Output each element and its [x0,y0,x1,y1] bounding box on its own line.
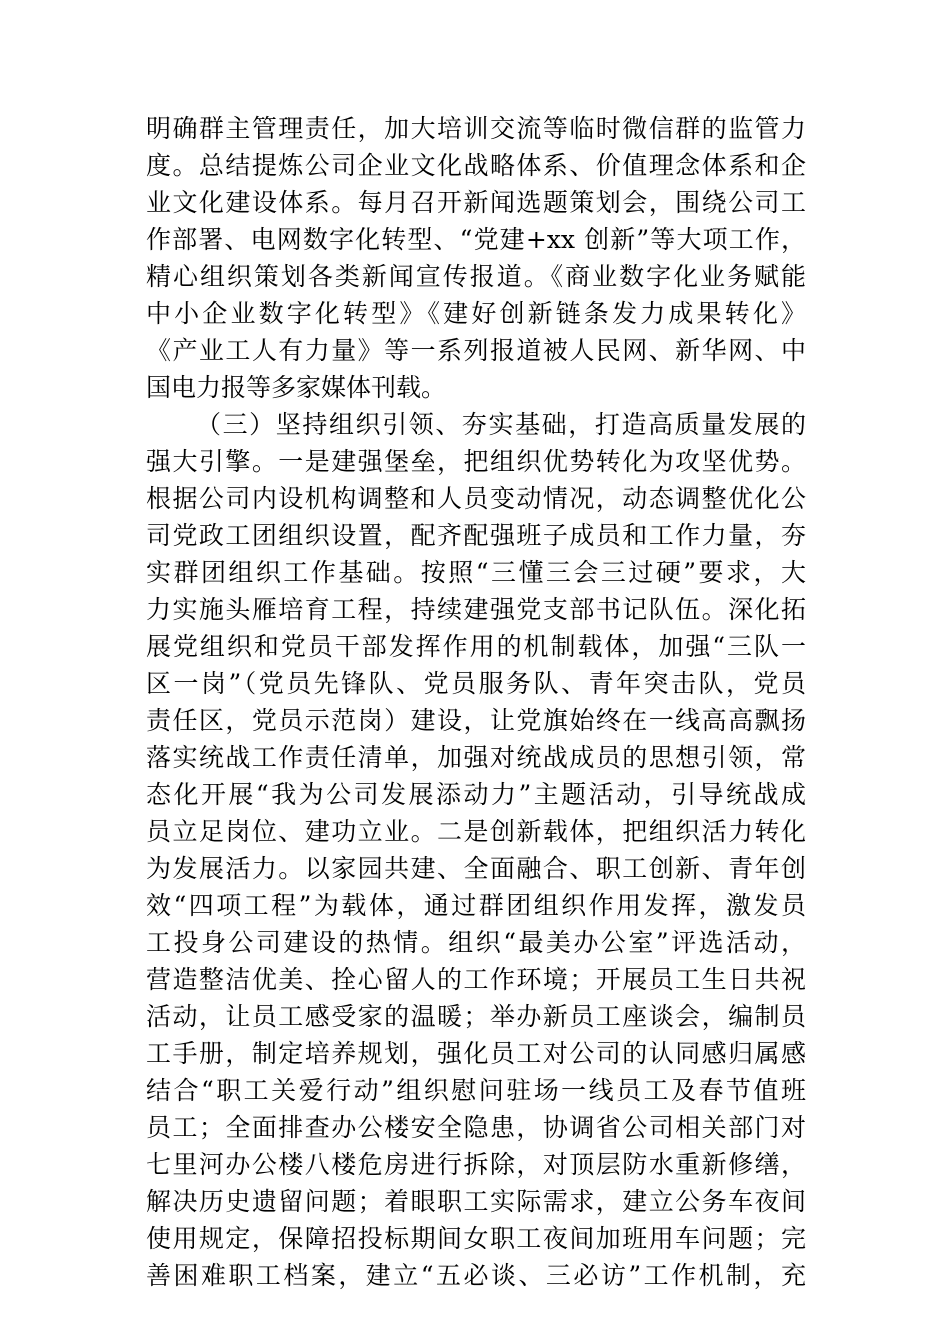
text-line: 营造整洁优美、拴心留人的工作环境；开展员工生日共祝 [146,965,806,994]
text-line: 为发展活力。以家园共建、全面融合、职工创新、青年创 [146,854,806,883]
text-line: 司党政工团组织设置，配齐配强班子成员和工作力量，夯 [146,521,806,550]
text-line: 员工；全面排查办公楼安全隐患，协调省公司相关部门对 [146,1113,806,1142]
text-line: 责任区，党员示范岗）建设，让党旗始终在一线高高飘扬 [146,706,806,735]
text-line: 善困难职工档案，建立“五必谈、三必访”工作机制，充 [146,1261,806,1290]
text-line: 明确群主管理责任，加大培训交流等临时微信群的监管力 [146,114,806,143]
text-line: 结合“职工关爱行动”组织慰问驻场一线员工及春节值班 [146,1076,806,1105]
text-line: 解决历史遗留问题；着眼职工实际需求，建立公务车夜间 [146,1187,806,1216]
text-line: 力实施头雁培育工程，持续建强党支部书记队伍。深化拓 [146,595,806,624]
text-line: 精心组织策划各类新闻宣传报道。《商业数字化业务赋能 [146,262,806,291]
text-line: 区一岗”（党员先锋队、党员服务队、青年突击队，党员 [146,669,806,698]
text-line: 根据公司内设机构调整和人员变动情况，动态调整优化公 [146,484,806,513]
text-line: 业文化建设体系。每月召开新闻选题策划会，围绕公司工 [146,188,806,217]
text-line: 实群团组织工作基础。按照“三懂三会三过硬”要求，大 [146,558,806,587]
text-line: 度。总结提炼公司企业文化战略体系、价值理念体系和企 [146,151,806,180]
text-line: 员立足岗位、建功立业。二是创新载体，把组织活力转化 [146,817,806,846]
text-line: 态化开展“我为公司发展添动力”主题活动，引导统战成 [146,780,806,809]
text-line: 中小企业数字化转型》《建好创新链条发力成果转化》 [146,299,806,328]
text-line: 强大引擎。一是建强堡垒，把组织优势转化为攻坚优势。 [146,447,806,476]
text-line: 作部署、电网数字化转型、“党建+xx 创新”等大项工作， [146,225,806,254]
text-line: 活动，让员工感受家的温暖；举办新员工座谈会，编制员 [146,1002,806,1031]
text-line: 效“四项工程”为载体，通过群团组织作用发挥，激发员 [146,891,806,920]
paragraph-first-line: （三）坚持组织引领、夯实基础，打造高质量发展的 [196,410,806,439]
text-line: 七里河办公楼八楼危房进行拆除，对顶层防水重新修缮， [146,1150,806,1179]
document-body [146,110,806,1294]
text-line: 工投身公司建设的热情。组织“最美办公室”评选活动， [146,928,806,957]
text-line: 落实统战工作责任清单，加强对统战成员的思想引领，常 [146,743,806,772]
text-line: 国电力报等多家媒体刊载。 [146,373,447,402]
text-line: 工手册，制定培养规划，强化员工对公司的认同感归属感 [146,1039,806,1068]
text-line: 《产业工人有力量》等一系列报道被人民网、新华网、中 [146,336,806,365]
text-line: 使用规定，保障招投标期间女职工夜间加班用车问题；完 [146,1224,806,1253]
text-line: 展党组织和党员干部发挥作用的机制载体，加强“三队一 [146,632,806,661]
